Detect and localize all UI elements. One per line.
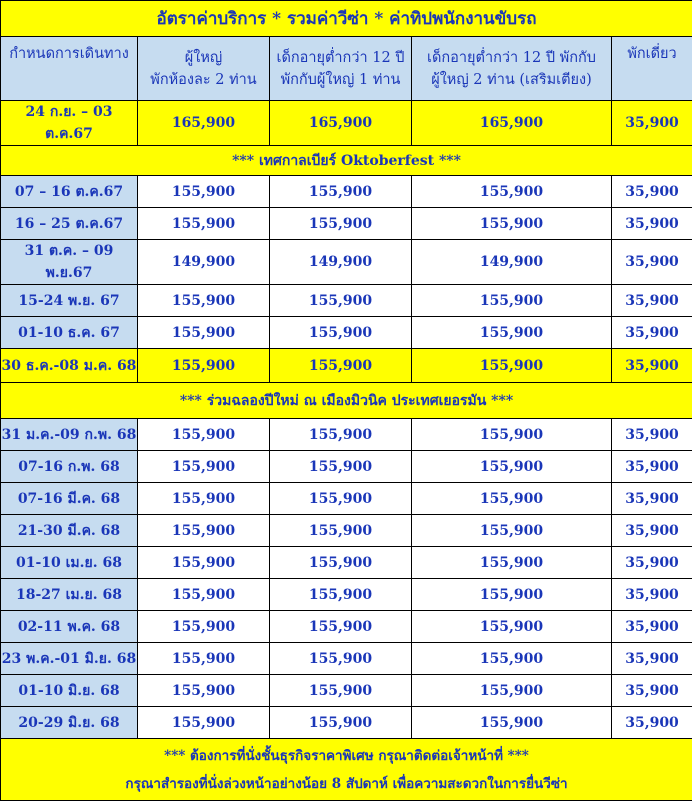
header-child1-line1: เด็กอายุต่ำกว่า 12 ปี [270, 47, 411, 69]
row-child2-price: 155,900 [412, 285, 612, 317]
row-adult-price: 155,900 [138, 707, 270, 739]
header-child2-line1: เด็กอายุต่ำกว่า 12 ปี พักกับ [412, 47, 611, 69]
row-child1-price: 155,900 [270, 675, 412, 707]
row-single-price: 35,900 [612, 579, 692, 611]
row-adult-price: 149,900 [138, 240, 270, 285]
row-date: 15-24 พ.ย. 67 [1, 285, 138, 317]
header-travel-period: กำหนดการเดินทาง [1, 37, 138, 101]
row-adult-price: 155,900 [138, 515, 270, 547]
row-child1-price: 155,900 [270, 707, 412, 739]
row-date: 21-30 มี.ค. 68 [1, 515, 138, 547]
row-child1-price: 155,900 [270, 451, 412, 483]
table-row [1, 419, 692, 451]
footer-row [1, 739, 692, 801]
row-adult-price: 155,900 [138, 483, 270, 515]
row-single-price: 35,900 [612, 675, 692, 707]
row-date: 01-10 มิ.ย. 68 [1, 675, 138, 707]
row-adult-price: 155,900 [138, 675, 270, 707]
row-child2-price: 165,900 [412, 101, 612, 146]
oktoberfest-banner: *** เทศกาลเบียร์ Oktoberfest *** [1, 146, 692, 176]
header-child1-line2: พักกับผู้ใหญ่ 1 ท่าน [270, 69, 411, 91]
table-row [1, 675, 692, 707]
row-adult-price: 155,900 [138, 547, 270, 579]
row-child2-price: 155,900 [412, 579, 612, 611]
row-single-price: 35,900 [612, 515, 692, 547]
table-row [1, 451, 692, 483]
header-row [1, 37, 692, 101]
table-row [1, 579, 692, 611]
row-date: 30 ธ.ค.-08 ม.ค. 68 [1, 349, 138, 383]
table-title-row [1, 1, 692, 37]
row-child2-price: 155,900 [412, 675, 612, 707]
row-child2-price: 155,900 [412, 451, 612, 483]
row-single-price: 35,900 [612, 240, 692, 285]
row-single-price: 35,900 [612, 707, 692, 739]
row-date: 31 ม.ค.-09 ก.พ. 68 [1, 419, 138, 451]
row-child1-price: 155,900 [270, 176, 412, 208]
oktoberfest-banner-row [1, 146, 692, 176]
row-child2-price: 155,900 [412, 643, 612, 675]
row-single-price: 35,900 [612, 176, 692, 208]
row-child2-price: 149,900 [412, 240, 612, 285]
newyear-banner: *** ร่วมฉลองปีใหม่ ณ เมืองมิวนิค ประเทศเยอรมัน *** [1, 383, 692, 419]
row-child2-price: 155,900 [412, 208, 612, 240]
row-adult-price: 155,900 [138, 643, 270, 675]
row-child1-price: 165,900 [270, 101, 412, 146]
row-adult-price: 165,900 [138, 101, 270, 146]
table-row [1, 176, 692, 208]
row-child1-price: 149,900 [270, 240, 412, 285]
row-child1-price: 155,900 [270, 611, 412, 643]
header-adult-line2: พักห้องละ 2 ท่าน [138, 69, 269, 91]
row-adult-price: 155,900 [138, 451, 270, 483]
row-date: 02-11 พ.ค. 68 [1, 611, 138, 643]
row-single-price: 35,900 [612, 349, 692, 383]
row-child2-price: 155,900 [412, 611, 612, 643]
header-single-supplement: พักเดี่ยว [612, 37, 692, 101]
table-row [1, 707, 692, 739]
row-child2-price: 155,900 [412, 176, 612, 208]
row-child2-price: 155,900 [412, 419, 612, 451]
row-single-price: 35,900 [612, 451, 692, 483]
table-row [1, 349, 692, 383]
row-single-price: 35,900 [612, 285, 692, 317]
row-child1-price: 155,900 [270, 515, 412, 547]
table-row [1, 208, 692, 240]
row-single-price: 35,900 [612, 483, 692, 515]
row-date: 07 – 16 ต.ค.67 [1, 176, 138, 208]
footer-booking-note: กรุณาสำรองที่นั่งล่วงหน้าอย่างน้อย 8 สัปดาห์ เพื่อความสะดวกในการยื่นวีซ่า [1, 770, 692, 798]
footer-note [1, 739, 692, 801]
row-date: 07-16 ก.พ. 68 [1, 451, 138, 483]
row-child1-price: 155,900 [270, 349, 412, 383]
table-row [1, 483, 692, 515]
newyear-banner-row [1, 383, 692, 419]
row-single-price: 35,900 [612, 208, 692, 240]
table-row [1, 643, 692, 675]
row-adult-price: 155,900 [138, 208, 270, 240]
row-child2-price: 155,900 [412, 349, 612, 383]
row-single-price: 35,900 [612, 643, 692, 675]
header-adult [138, 37, 270, 101]
row-adult-price: 155,900 [138, 349, 270, 383]
header-child2-line2: ผู้ใหญ่ 2 ท่าน (เสริมเตียง) [412, 69, 611, 91]
row-child2-price: 155,900 [412, 483, 612, 515]
row-child1-price: 155,900 [270, 208, 412, 240]
row-adult-price: 155,900 [138, 285, 270, 317]
row-single-price: 35,900 [612, 317, 692, 349]
table-title: อัตราค่าบริการ * รวมค่าวีซ่า * ค่าทิปพนักงานขับรถ [1, 1, 692, 37]
row-date: 18-27 เม.ย. 68 [1, 579, 138, 611]
row-date: 23 พ.ค.-01 มิ.ย. 68 [1, 643, 138, 675]
row-child1-price: 155,900 [270, 419, 412, 451]
row-child1-price: 155,900 [270, 579, 412, 611]
row-date: 31 ต.ค. – 09 พ.ย.67 [1, 240, 138, 285]
row-child1-price: 155,900 [270, 483, 412, 515]
row-adult-price: 155,900 [138, 611, 270, 643]
row-single-price: 35,900 [612, 611, 692, 643]
row-date: 07-16 มี.ค. 68 [1, 483, 138, 515]
row-date: 20-29 มิ.ย. 68 [1, 707, 138, 739]
row-adult-price: 155,900 [138, 317, 270, 349]
table-row [1, 317, 692, 349]
row-single-price: 35,900 [612, 547, 692, 579]
header-adult-line1: ผู้ใหญ่ [138, 47, 269, 69]
row-child2-price: 155,900 [412, 547, 612, 579]
row-date: 24 ก.ย. – 03 ต.ค.67 [1, 101, 138, 146]
row-child1-price: 155,900 [270, 285, 412, 317]
row-child2-price: 155,900 [412, 707, 612, 739]
table-row [1, 101, 692, 146]
row-child1-price: 155,900 [270, 547, 412, 579]
footer-business-class-note: *** ต้องการที่นั่งชั้นธุรกิจราคาพิเศษ กรุณาติดต่อเจ้าหน้าที่ *** [1, 742, 692, 770]
row-adult-price: 155,900 [138, 176, 270, 208]
header-child-with-two-adults [412, 37, 612, 101]
header-child-with-one-adult [270, 37, 412, 101]
row-date: 01-10 เม.ย. 68 [1, 547, 138, 579]
row-child2-price: 155,900 [412, 317, 612, 349]
row-child1-price: 155,900 [270, 317, 412, 349]
table-row [1, 547, 692, 579]
row-single-price: 35,900 [612, 101, 692, 146]
row-child1-price: 155,900 [270, 643, 412, 675]
row-adult-price: 155,900 [138, 419, 270, 451]
row-single-price: 35,900 [612, 419, 692, 451]
table-row [1, 240, 692, 285]
row-date: 01-10 ธ.ค. 67 [1, 317, 138, 349]
table-row [1, 285, 692, 317]
table-row [1, 611, 692, 643]
row-adult-price: 155,900 [138, 579, 270, 611]
row-date: 16 – 25 ต.ค.67 [1, 208, 138, 240]
table-row [1, 515, 692, 547]
row-child2-price: 155,900 [412, 515, 612, 547]
